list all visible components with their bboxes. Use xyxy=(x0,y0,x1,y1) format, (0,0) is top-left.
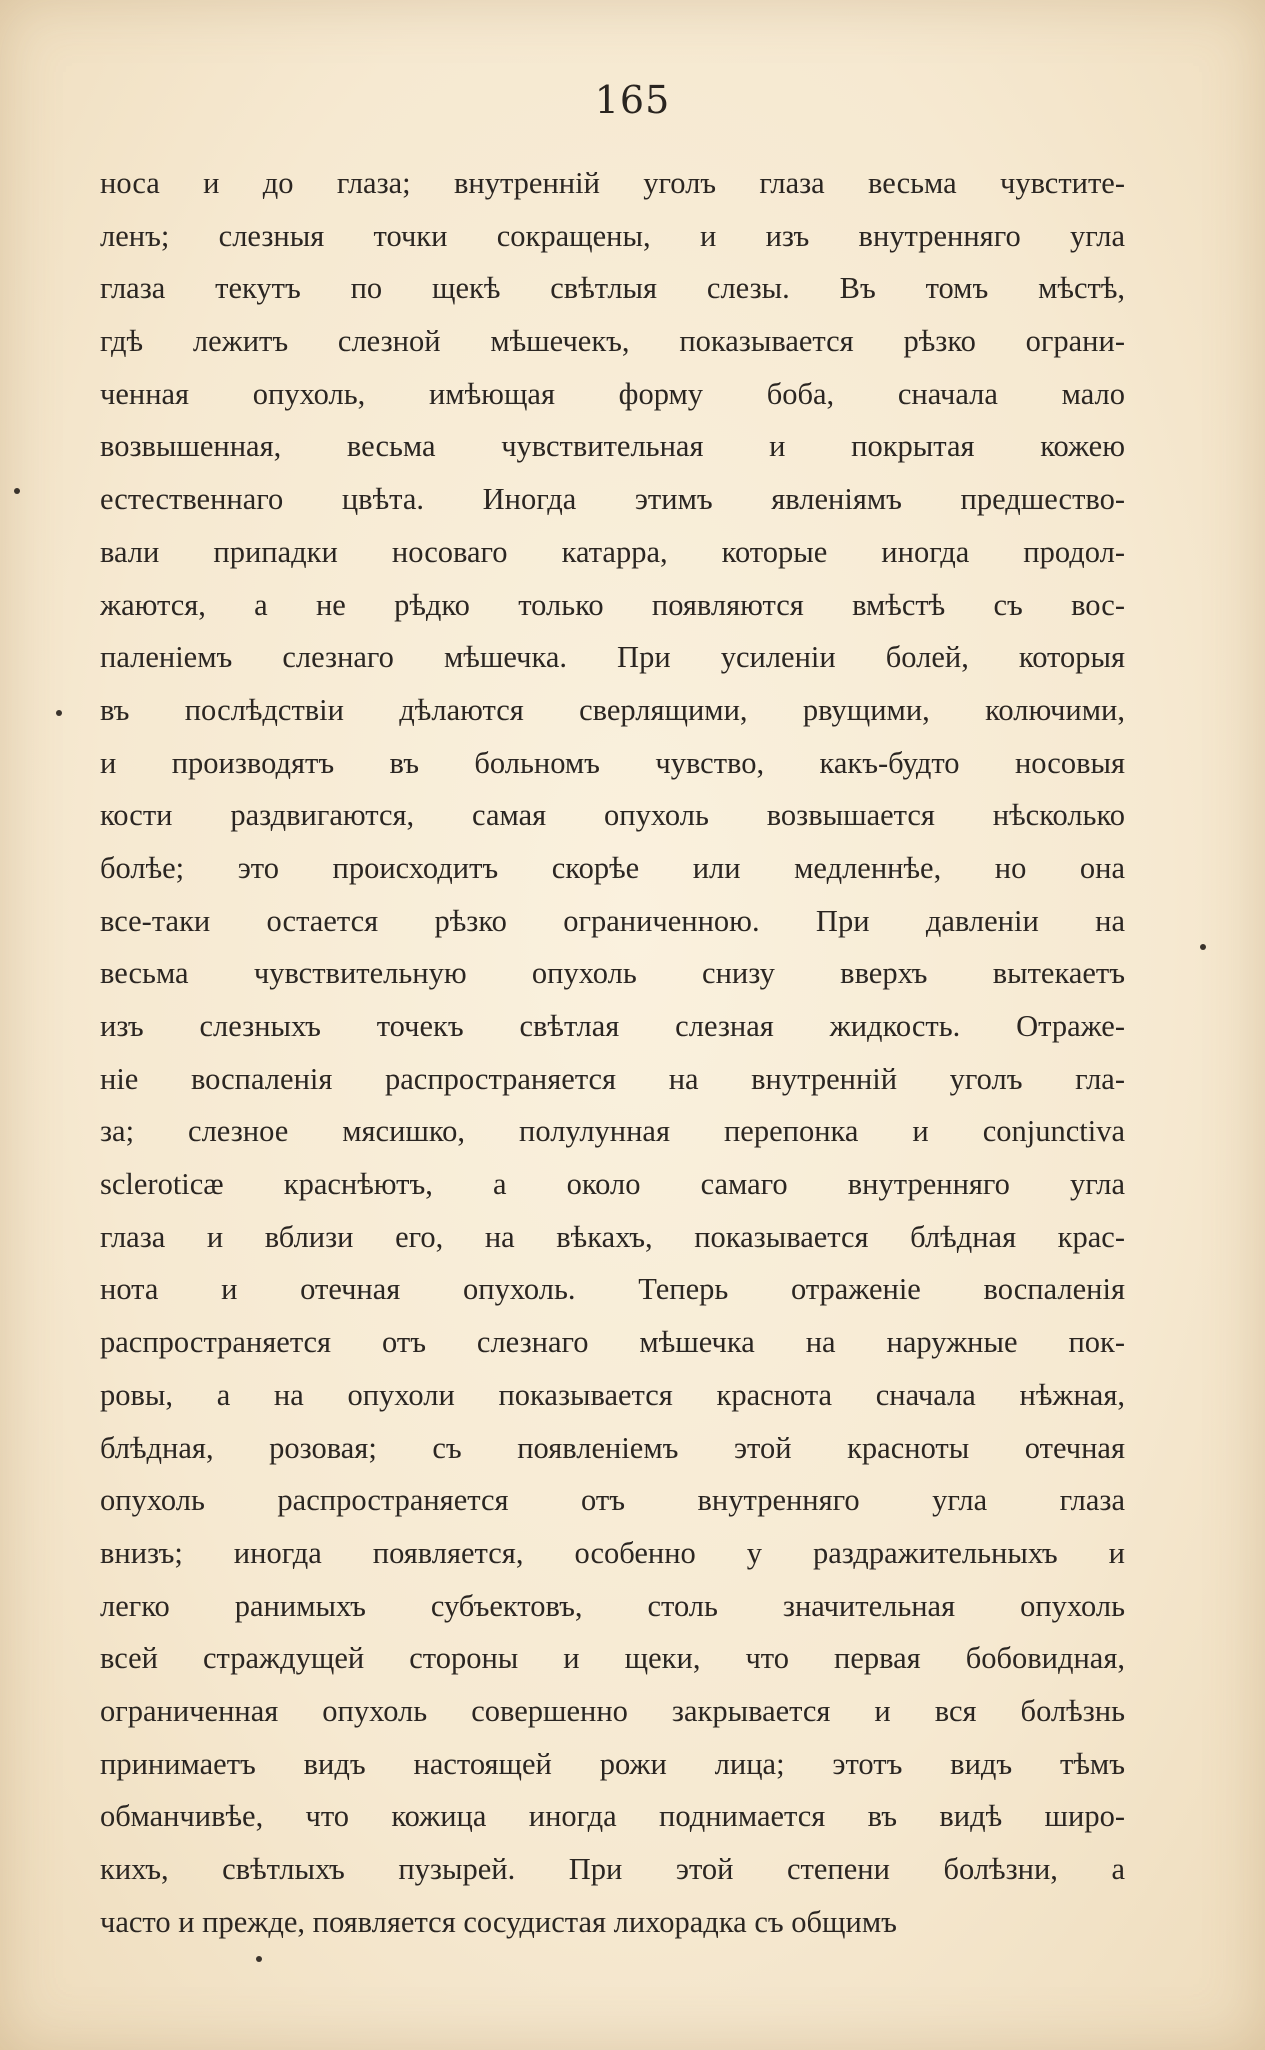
text-line: паленіемъ слезнаго мѣшечка. При усиленіи болей, которыя xyxy=(100,640,1125,675)
text-line: все-таки остается рѣзко ограниченною. При давленіи на xyxy=(100,903,1125,938)
text-line: гдѣ лежитъ слезной мѣшечекъ, показывается рѣзко ограни- xyxy=(100,324,1125,359)
paper-speck xyxy=(1200,944,1206,950)
text-line: возвышенная, весьма чувствительная и покрытая кожею xyxy=(100,429,1125,464)
text-line: и производятъ въ больномъ чувство, какъ-будто носовыя xyxy=(100,745,1125,780)
text-line: опухоль распространяется отъ внутренняго угла глаза xyxy=(100,1483,1125,1518)
text-line: за; слезное мясишко, полулунная перепонка и conjunctiva xyxy=(100,1114,1125,1149)
text-line: ленъ; слезныя точки сокращены, и изъ внутренняго угла xyxy=(100,218,1125,253)
body-text xyxy=(100,157,1125,1948)
text-line: ченная опухоль, имѣющая форму боба, сначала мало xyxy=(100,376,1125,411)
text-line: глаза и вблизи его, на вѣкахъ, показывается блѣдная крас- xyxy=(100,1219,1125,1254)
text-line: обманчивѣе, что кожица иногда поднимается въ видѣ широ- xyxy=(100,1799,1125,1834)
text-line: внизъ; иногда появляется, особенно у раздражительныхъ и xyxy=(100,1535,1125,1570)
text-line: въ послѣдствіи дѣлаются сверлящими, рвущими, колючими, xyxy=(100,692,1125,727)
text-line: scleroticæ краснѣютъ, а около самаго внутренняго угла xyxy=(100,1167,1125,1202)
paper-speck xyxy=(256,1956,262,1962)
text-line: весьма чувствительную опухоль снизу вверхъ вытекаетъ xyxy=(100,956,1125,991)
text-line: ограниченная опухоль совершенно закрывается и вся болѣзнь xyxy=(100,1693,1125,1728)
paper-speck xyxy=(56,710,62,716)
text-line: нота и отечная опухоль. Теперь отраженіе воспаленія xyxy=(100,1272,1125,1307)
text-line: ніе воспаленія распространяется на внутренній уголъ гла- xyxy=(100,1061,1125,1096)
text-line: кости раздвигаются, самая опухоль возвышается нѣсколько xyxy=(100,798,1125,833)
text-line: естественнаго цвѣта. Иногда этимъ явленіямъ предшество- xyxy=(100,482,1125,517)
text-line: блѣдная, розовая; съ появленіемъ этой красноты отечная xyxy=(100,1430,1125,1465)
text-line: всей страждущей стороны и щеки, что первая бобовидная, xyxy=(100,1641,1125,1676)
paper-speck xyxy=(14,488,20,494)
text-line: ровы, а на опухоли показывается краснота сначала нѣжная, xyxy=(100,1377,1125,1412)
text-line: часто и прежде, появляется сосудистая лихорадка съ общимъ xyxy=(100,1904,897,1939)
text-line: носа и до глаза; внутренній уголъ глаза весьма чувстите- xyxy=(100,166,1125,200)
text-line: глаза текутъ по щекѣ свѣтлыя слезы. Въ томъ мѣстѣ, xyxy=(100,271,1125,306)
text-line: принимаетъ видъ настоящей рожи лица; этотъ видъ тѣмъ xyxy=(100,1746,1125,1781)
text-line: кихъ, свѣтлыхъ пузырей. При этой степени болѣзни, а xyxy=(100,1852,1125,1886)
text-line: болѣе; это происходитъ скорѣе или медленнѣе, но она xyxy=(100,850,1125,885)
text-line: вали припадки носоваго катарра, которые иногда продол- xyxy=(100,534,1125,569)
text-line: изъ слезныхъ точекъ свѣтлая слезная жидкость. Отраже- xyxy=(100,1009,1125,1043)
text-line: легко ранимыхъ субъектовъ, столь значительная опухоль xyxy=(100,1588,1125,1623)
text-line: распространяется отъ слезнаго мѣшечка на наружные пок- xyxy=(100,1325,1125,1360)
text-line: жаются, а не рѣдко только появляются вмѣстѣ съ вос- xyxy=(100,587,1125,622)
page-number: 165 xyxy=(594,78,671,122)
